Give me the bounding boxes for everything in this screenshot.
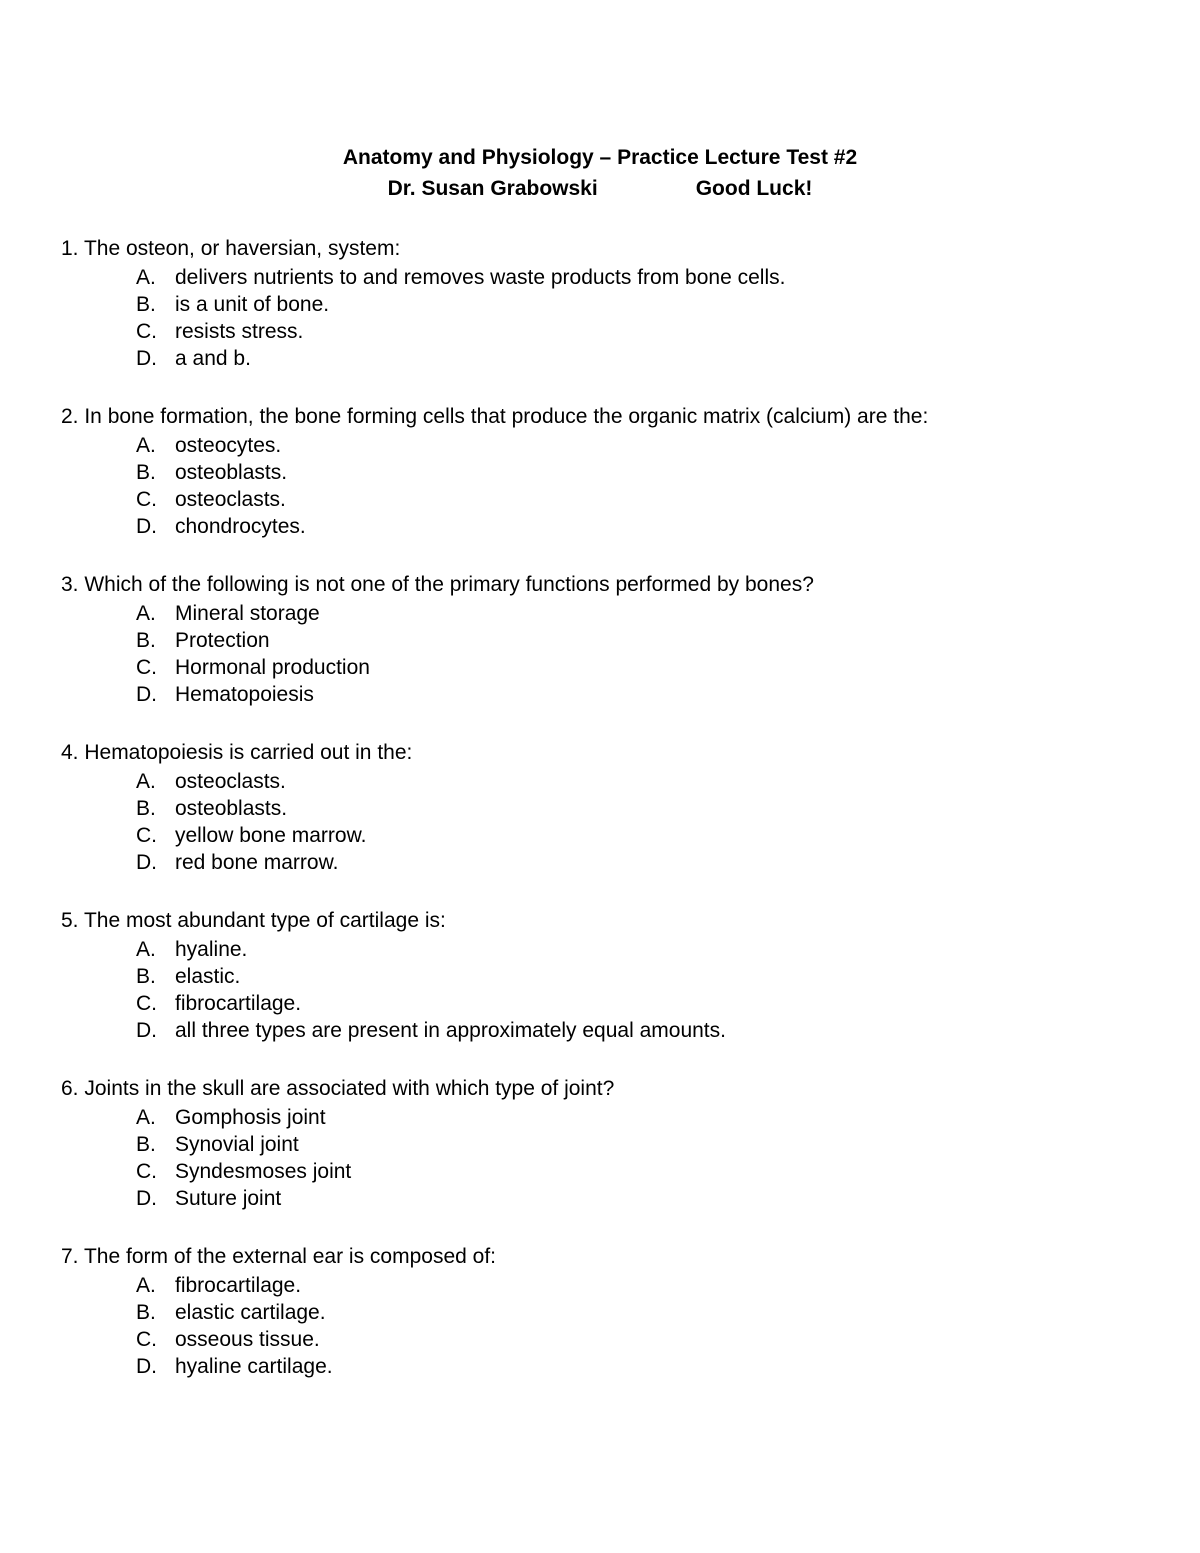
option-letter: C.: [136, 1160, 157, 1183]
option-text: osseous tissue.: [175, 1328, 320, 1351]
answer-options: [61, 600, 1171, 708]
option-text: red bone marrow.: [175, 851, 339, 874]
question-7: [61, 1242, 1171, 1380]
option-letter: D.: [136, 1187, 157, 1210]
option-letter: C.: [136, 992, 157, 1015]
answer-option: [136, 822, 1171, 849]
question-3: [61, 570, 1171, 708]
option-letter: A.: [136, 266, 156, 289]
option-text: hyaline.: [175, 938, 248, 961]
answer-option: [136, 1158, 1171, 1185]
option-text: Synovial joint: [175, 1133, 299, 1156]
document-title: Anatomy and Physiology – Practice Lecture Test #2: [342, 146, 858, 169]
answer-option: [136, 486, 1171, 513]
answer-option: [136, 291, 1171, 318]
option-letter: C.: [136, 1328, 157, 1351]
answer-option: [136, 990, 1171, 1017]
question-stem: 3. Which of the following is not one of the primary functions performed by bones?: [61, 573, 814, 596]
question-5: [61, 906, 1171, 1044]
answer-option: [136, 264, 1171, 291]
answer-option: [136, 1353, 1171, 1380]
option-letter: B.: [136, 797, 156, 820]
option-text: Hematopoiesis: [175, 683, 314, 706]
question-stem: 5. The most abundant type of cartilage is:: [61, 909, 446, 932]
answer-option: [136, 1326, 1171, 1353]
answer-option: [136, 600, 1171, 627]
question-stem: 1. The osteon, or haversian, system:: [61, 237, 401, 260]
answer-options: [61, 1272, 1171, 1380]
answer-option: [136, 459, 1171, 486]
answer-option: [136, 513, 1171, 540]
option-text: elastic.: [175, 965, 241, 988]
question-4: [61, 738, 1171, 876]
option-letter: B.: [136, 629, 156, 652]
answer-option: [136, 627, 1171, 654]
question-6: [61, 1074, 1171, 1212]
question-stem: 4. Hematopoiesis is carried out in the:: [61, 741, 413, 764]
option-text: resists stress.: [175, 320, 304, 343]
answer-option: [136, 345, 1171, 372]
option-letter: A.: [136, 434, 156, 457]
option-letter: C.: [136, 824, 157, 847]
question-2: [61, 402, 1171, 540]
option-letter: D.: [136, 683, 157, 706]
question-stem: 6. Joints in the skull are associated with which type of joint?: [61, 1077, 615, 1100]
option-letter: D.: [136, 851, 157, 874]
option-letter: A.: [136, 1274, 156, 1297]
answer-options: [61, 1104, 1171, 1212]
option-text: Suture joint: [175, 1187, 282, 1210]
option-text: chondrocytes.: [175, 515, 306, 538]
option-letter: D.: [136, 515, 157, 538]
option-letter: C.: [136, 320, 157, 343]
option-text: osteoblasts.: [175, 797, 288, 820]
answer-option: [136, 768, 1171, 795]
question-1: [61, 234, 1171, 372]
option-letter: B.: [136, 1301, 156, 1324]
author-line: [0, 173, 1200, 204]
answer-option: [136, 1299, 1171, 1326]
answer-option: [136, 1185, 1171, 1212]
option-text: Syndesmoses joint: [175, 1160, 352, 1183]
option-letter: A.: [136, 1106, 156, 1129]
answer-option: [136, 963, 1171, 990]
answer-options: [61, 264, 1171, 372]
author-name: Dr. Susan Grabowski: [387, 177, 598, 200]
greeting: Good Luck!: [695, 177, 813, 200]
option-text: delivers nutrients to and removes waste products from bone cells.: [175, 266, 786, 289]
option-text: is a unit of bone.: [175, 293, 330, 316]
option-text: Gomphosis joint: [175, 1106, 326, 1129]
option-text: elastic cartilage.: [175, 1301, 326, 1324]
option-letter: C.: [136, 656, 157, 679]
option-letter: D.: [136, 1019, 157, 1042]
option-letter: B.: [136, 965, 156, 988]
answer-option: [136, 1272, 1171, 1299]
answer-option: [136, 654, 1171, 681]
option-letter: B.: [136, 1133, 156, 1156]
option-text: yellow bone marrow.: [175, 824, 367, 847]
option-letter: D.: [136, 347, 157, 370]
question-list: [61, 234, 1171, 1410]
option-text: a and b.: [175, 347, 251, 370]
answer-option: [136, 318, 1171, 345]
option-text: Hormonal production: [175, 656, 370, 679]
option-letter: A.: [136, 770, 156, 793]
answer-options: [61, 768, 1171, 876]
answer-option: [136, 936, 1171, 963]
option-letter: B.: [136, 461, 156, 484]
option-letter: B.: [136, 293, 156, 316]
option-text: Mineral storage: [175, 602, 320, 625]
option-text: osteoclasts.: [175, 770, 286, 793]
option-text: all three types are present in approximately equal amounts.: [175, 1019, 726, 1042]
question-stem: 7. The form of the external ear is composed of:: [61, 1245, 497, 1268]
question-stem: 2. In bone formation, the bone forming cells that produce the organic matrix (calcium) are the:: [61, 405, 929, 428]
option-text: osteoclasts.: [175, 488, 286, 511]
option-text: osteoblasts.: [175, 461, 288, 484]
option-letter: A.: [136, 602, 156, 625]
answer-options: [61, 432, 1171, 540]
answer-options: [61, 936, 1171, 1044]
document-header: [0, 142, 1200, 204]
option-text: hyaline cartilage.: [175, 1355, 333, 1378]
option-letter: A.: [136, 938, 156, 961]
answer-option: [136, 1017, 1171, 1044]
answer-option: [136, 681, 1171, 708]
answer-option: [136, 849, 1171, 876]
option-letter: D.: [136, 1355, 157, 1378]
option-text: Protection: [175, 629, 270, 652]
answer-option: [136, 795, 1171, 822]
option-text: fibrocartilage.: [175, 992, 302, 1015]
answer-option: [136, 1131, 1171, 1158]
answer-option: [136, 432, 1171, 459]
option-letter: C.: [136, 488, 157, 511]
answer-option: [136, 1104, 1171, 1131]
option-text: osteocytes.: [175, 434, 282, 457]
option-text: fibrocartilage.: [175, 1274, 302, 1297]
